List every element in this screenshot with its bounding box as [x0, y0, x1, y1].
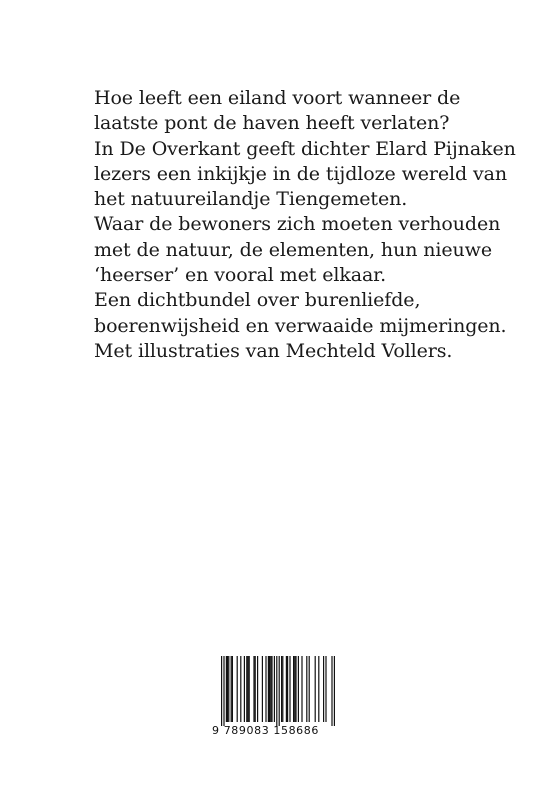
blurb-line: ‘heerser’ en vooral met elkaar.	[94, 264, 387, 287]
barcode-bar	[257, 656, 258, 722]
barcode-bar	[293, 656, 294, 722]
barcode-bar	[228, 656, 229, 722]
barcode-bar	[315, 656, 316, 722]
barcode-bar	[270, 656, 271, 722]
barcode-bar	[237, 656, 238, 722]
barcode-guard-bar	[334, 656, 335, 726]
blurb-line: met de natuur, de elementen, hun nieuwe	[94, 238, 492, 261]
barcode-bar	[268, 656, 269, 722]
barcode-guard-bar	[331, 656, 332, 726]
blurb-line: Hoe leeft een eiland voort wanneer de	[94, 87, 461, 109]
barcode-bar	[255, 656, 256, 722]
barcode-bar	[282, 656, 283, 722]
barcode-bar	[269, 656, 270, 722]
barcode-bar	[309, 656, 310, 722]
blurb-line: Een dichtbundel over burenliefde,	[94, 289, 421, 312]
barcode-bar	[265, 656, 266, 722]
barcode-bar	[249, 656, 250, 722]
blurb-line: het natuureilandje Tiengemeten.	[94, 188, 408, 211]
barcode-bar	[286, 656, 287, 722]
blurb-line: Waar de bewoners zich moeten verhouden	[94, 213, 501, 236]
barcode-bar	[274, 656, 275, 722]
barcode-bar	[244, 656, 245, 722]
barcode-bar	[281, 656, 282, 722]
barcode-bar	[289, 656, 290, 722]
barcode-bar	[231, 656, 232, 722]
barcode-bar	[227, 656, 228, 722]
barcode-bar	[247, 656, 248, 722]
barcode-guard-bar	[279, 656, 280, 726]
barcode-bar	[240, 656, 241, 722]
barcode-bars	[212, 656, 340, 726]
barcode-bar	[271, 656, 272, 722]
back-cover-blurb	[94, 86, 514, 364]
barcode-bar	[262, 656, 263, 722]
barcode-bar	[287, 656, 288, 722]
barcode-bar	[306, 656, 307, 722]
barcode-guard-bar	[221, 656, 222, 726]
barcode-bar	[325, 656, 326, 722]
barcode-bar	[323, 656, 324, 722]
blurb-line: laatste pont de haven heeft verlaten?	[94, 112, 450, 135]
barcode-bar	[318, 656, 319, 722]
blurb-line: lezers een inkijkje in de tijdloze wereld van	[94, 162, 507, 185]
isbn-barcode	[212, 656, 340, 746]
barcode-bar	[246, 656, 247, 722]
blurb-line: Met illustraties van Mechteld Vollers.	[94, 339, 453, 362]
barcode-bar	[232, 656, 233, 722]
barcode-bar	[301, 656, 302, 722]
barcode-bar	[253, 656, 254, 722]
barcode-bar	[298, 656, 299, 722]
barcode-bar	[294, 656, 295, 722]
barcode-guard-bar	[223, 656, 224, 726]
barcode-bar	[226, 656, 227, 722]
blurb-line: In De Overkant geeft dichter Elard Pijnaken	[94, 137, 516, 160]
isbn-number: 9 789083 158686	[212, 724, 319, 737]
barcode-guard-bar	[276, 656, 277, 726]
barcode-bar	[295, 656, 296, 722]
blurb-line: boerenwijsheid en verwaaide mijmeringen.	[94, 314, 507, 337]
